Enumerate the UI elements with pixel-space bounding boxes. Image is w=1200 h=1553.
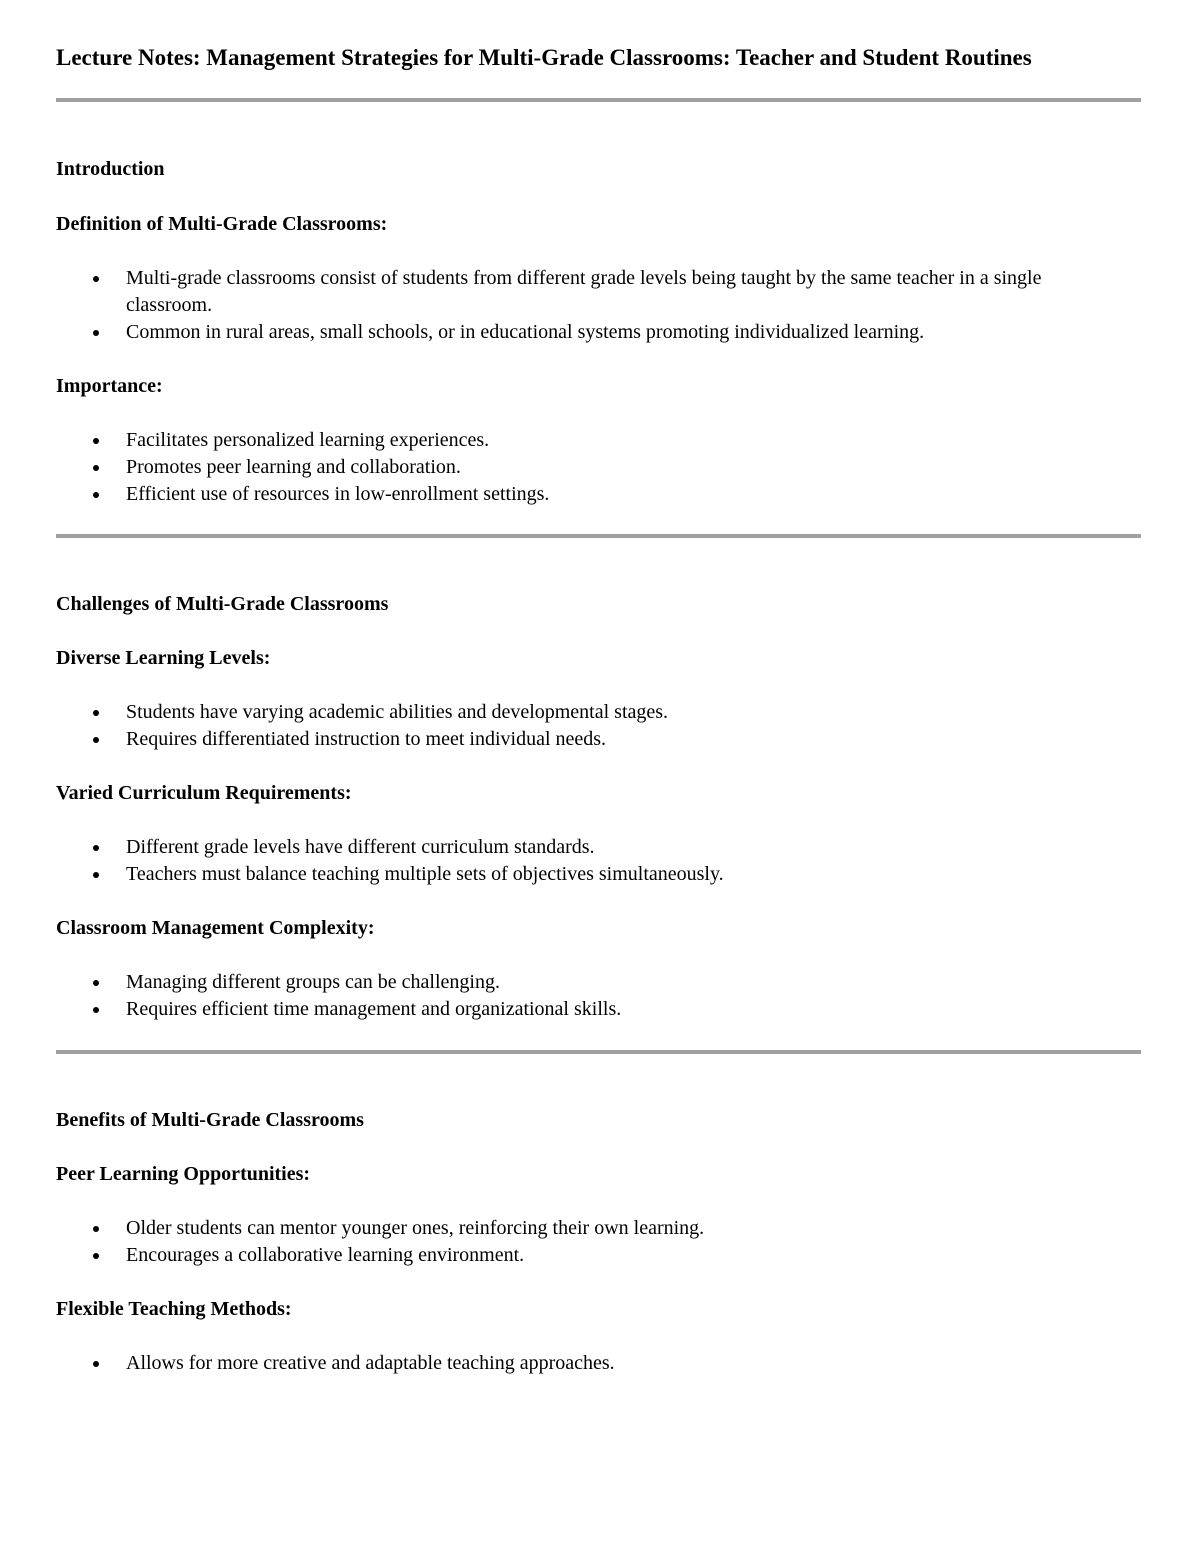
subsection-heading: Flexible Teaching Methods: — [56, 1298, 292, 1320]
subsection-heading: Diverse Learning Levels: — [56, 647, 271, 669]
bullet-list — [56, 834, 1141, 888]
bullet-icon — [93, 710, 99, 716]
bullet-icon — [93, 1361, 99, 1367]
subsection-heading: Varied Curriculum Requirements: — [56, 782, 352, 804]
list-item: Requires efficient time management and organizational skills. — [56, 996, 1126, 1023]
bullet-icon — [93, 845, 99, 851]
list-item: Older students can mentor younger ones, reinforcing their own learning. — [56, 1215, 1126, 1242]
list-item: Multi-grade classrooms consist of students from different grade levels being taught by the same teacher in a single classroom. — [56, 265, 1126, 319]
document-page — [56, 42, 1141, 1377]
bullet-list — [56, 969, 1141, 1023]
list-item: Encourages a collaborative learning environment. — [56, 1242, 1126, 1269]
list-item: Teachers must balance teaching multiple sets of objectives simultaneously. — [56, 861, 1126, 888]
list-item: Different grade levels have different curriculum standards. — [56, 834, 1126, 861]
bullet-icon — [93, 1226, 99, 1232]
bullet-icon — [93, 872, 99, 878]
bullet-icon — [93, 465, 99, 471]
section-divider — [56, 98, 1141, 102]
bullet-list — [56, 427, 1141, 508]
section-challenges — [56, 591, 1141, 1023]
bullet-list — [56, 265, 1141, 346]
subsection-heading: Classroom Management Complexity: — [56, 917, 375, 939]
list-item: Requires differentiated instruction to meet individual needs. — [56, 726, 1126, 753]
subsection-heading: Importance: — [56, 375, 163, 397]
bullet-icon — [93, 737, 99, 743]
list-item: Facilitates personalized learning experiences. — [56, 427, 1126, 454]
subsection-heading: Peer Learning Opportunities: — [56, 1163, 311, 1185]
bullet-icon — [93, 980, 99, 986]
subsection-heading: Definition of Multi-Grade Classrooms: — [56, 213, 388, 235]
bullet-icon — [93, 276, 99, 282]
list-item: Allows for more creative and adaptable teaching approaches. — [56, 1350, 1126, 1377]
bullet-list — [56, 1215, 1141, 1269]
list-item: Students have varying academic abilities and developmental stages. — [56, 699, 1126, 726]
section-heading: Introduction — [56, 158, 165, 180]
section-divider — [56, 534, 1141, 538]
list-item: Common in rural areas, small schools, or in educational systems promoting individualized learning. — [56, 319, 1126, 346]
section-introduction — [56, 156, 1141, 508]
bullet-list — [56, 699, 1141, 753]
list-item: Promotes peer learning and collaboration. — [56, 454, 1126, 481]
bullet-icon — [93, 330, 99, 336]
bullet-list — [56, 1350, 1141, 1377]
section-benefits — [56, 1107, 1141, 1377]
bullet-icon — [93, 492, 99, 498]
document-title: Lecture Notes: Management Strategies for Multi-Grade Classrooms: Teacher and Student Routines — [56, 45, 1032, 70]
list-item: Managing different groups can be challenging. — [56, 969, 1126, 996]
section-heading: Challenges of Multi-Grade Classrooms — [56, 593, 389, 615]
section-heading: Benefits of Multi-Grade Classrooms — [56, 1109, 364, 1131]
section-divider — [56, 1050, 1141, 1054]
bullet-icon — [93, 1007, 99, 1013]
bullet-icon — [93, 438, 99, 444]
list-item: Efficient use of resources in low-enrollment settings. — [56, 481, 1126, 508]
bullet-icon — [93, 1253, 99, 1259]
